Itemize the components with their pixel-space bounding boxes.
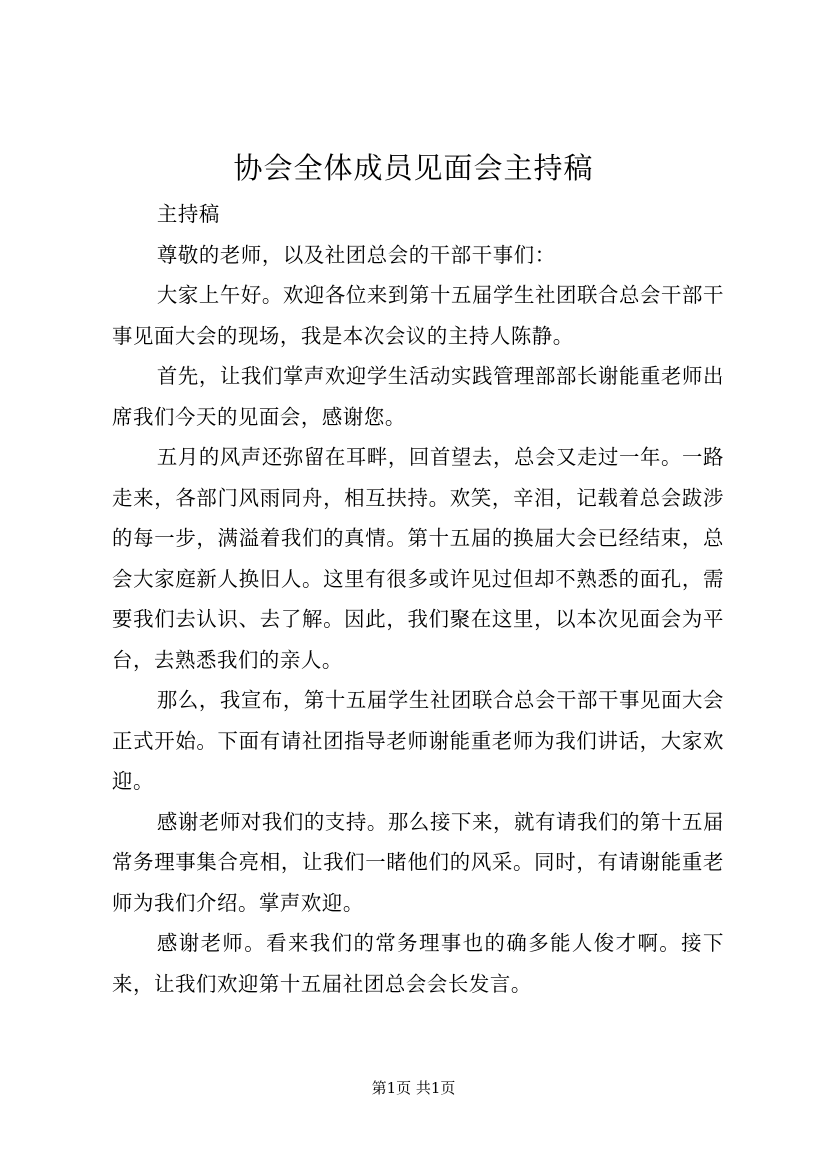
paragraph: 感谢老师对我们的支持。那么接下来，就有请我们的第十五届常务理事集合亮相，让我们一睹他们的风采。同时，有请谢能重老师为我们介绍。掌声欢迎。 (112, 809, 724, 915)
paragraph-salutation: 尊敬的老师，以及社团总会的干部干事们： (156, 242, 556, 267)
document-title: 协会全体成员见面会主持稿 (233, 151, 594, 185)
paragraph: 五月的风声还弥留在耳畔，回首望去，总会又走过一年。一路走来，各部门风雨同舟，相互扶持。欢笑，辛泪，记载着总会跋涉的每一步，满溢着我们的真情。第十五届的换届大会已经结束，总会大家庭新人换旧人。这里有很多或许见过但却不熟悉的面孔，需要我们去认识、去了解。因此，我们聚在这里，以本次见面会为平台，去熟悉我们的亲人。 (112, 445, 724, 672)
paragraph: 首先，让我们掌声欢迎学生活动实践管理部部长谢能重老师出席我们今天的见面会，感谢您。 (112, 364, 724, 429)
paragraph: 那么，我宣布，第十五届学生社团联合总会干部干事见面大会正式开始。下面有请社团指导老师谢能重老师为我们讲话，大家欢迎。 (112, 688, 724, 793)
paragraph: 感谢老师。看来我们的常务理事也的确多能人俊才啊。接下来，让我们欢迎第十五届社团总会会长发言。 (112, 931, 724, 996)
document-body (112, 194, 724, 1004)
paragraph-heading: 主持稿 (156, 202, 220, 226)
paragraph: 大家上午好。欢迎各位来到第十五届学生社团联合总会干部干事见面大会的现场，我是本次会议的主持人陈静。 (112, 283, 724, 348)
page-number-footer: 第1页 共1页 (371, 1079, 456, 1097)
